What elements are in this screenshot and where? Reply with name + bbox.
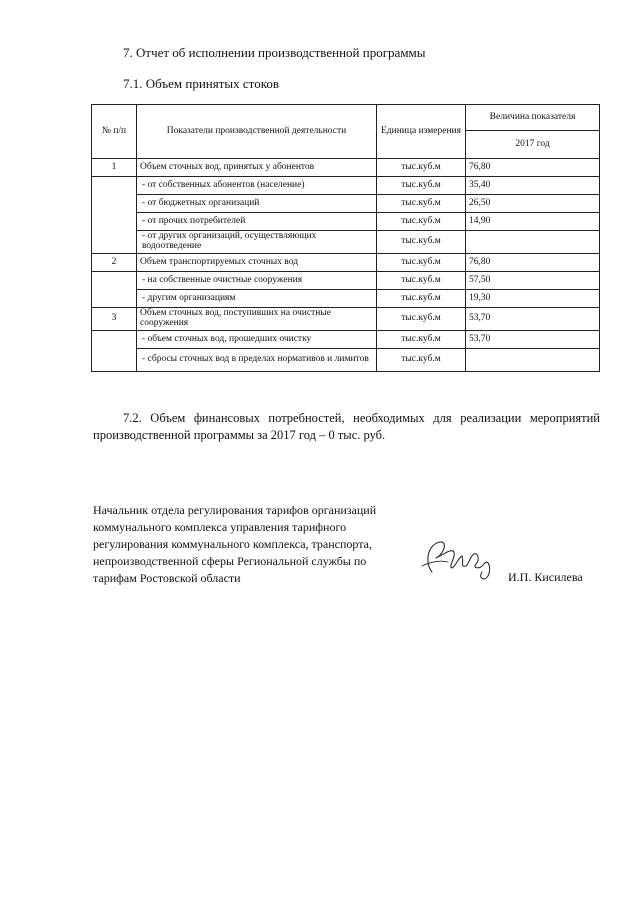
header-value-group: Величина показателя: [466, 105, 600, 131]
cell-unit: тыс.куб.м: [377, 231, 466, 254]
cell-indicator: - от собственных абонентов (население): [137, 177, 377, 195]
cell-value: 57,50: [466, 272, 600, 290]
cell-num: [92, 331, 137, 372]
cell-indicator: - объем сточных вод, прошедших очистку: [137, 331, 377, 349]
table-row: [92, 213, 600, 231]
cell-value: [466, 231, 600, 254]
cell-value: 26,50: [466, 195, 600, 213]
table-row: [92, 308, 600, 331]
table-row: [92, 254, 600, 272]
signatory-name: И.П. Кисилева: [508, 570, 583, 584]
cell-indicator: - другим организациям: [137, 290, 377, 308]
signatory-line: коммунального комплекса управления тарифного: [93, 520, 347, 534]
cell-unit: тыс.куб.м: [377, 213, 466, 231]
cell-unit: тыс.куб.м: [377, 331, 466, 349]
header-year: 2017 год: [466, 131, 600, 159]
cell-value: 19,30: [466, 290, 600, 308]
cell-indicator: - от бюджетных организаций: [137, 195, 377, 213]
table-row: [92, 272, 600, 290]
signatory-title: [93, 502, 413, 587]
table-row: [92, 331, 600, 349]
subsection-title: 7.1. Объем принятых стоков: [123, 76, 279, 91]
table-row: [92, 231, 600, 254]
cell-unit: тыс.куб.м: [377, 159, 466, 177]
cell-indicator: Объем сточных вод, поступивших на очистные сооружения: [137, 308, 377, 331]
cell-num: 2: [92, 254, 137, 272]
cell-value: 53,70: [466, 331, 600, 349]
cell-value: 14,90: [466, 213, 600, 231]
signatory-line: тарифам Ростовской области: [93, 571, 241, 585]
table-row: [92, 177, 600, 195]
cell-indicator: - сбросы сточных вод в пределах нормативов и лимитов: [137, 349, 377, 372]
signatory-line: непроизводственной сферы Региональной службы по: [93, 554, 367, 568]
section-title: 7. Отчет об исполнении производственной программы: [123, 45, 426, 60]
table-row: [92, 290, 600, 308]
cell-indicator: - на собственные очистные сооружения: [137, 272, 377, 290]
cell-indicator: Объем сточных вод, принятых у абонентов: [137, 159, 377, 177]
cell-unit: тыс.куб.м: [377, 272, 466, 290]
cell-value: 76,80: [466, 254, 600, 272]
cell-indicator: Объем транспортируемых сточных вод: [137, 254, 377, 272]
cell-value: 35,40: [466, 177, 600, 195]
cell-unit: тыс.куб.м: [377, 254, 466, 272]
signatory-line: регулирования коммунального комплекса, транспорта,: [93, 537, 372, 551]
table-row: [92, 349, 600, 372]
cell-value: [466, 349, 600, 372]
cell-num: 1: [92, 159, 137, 177]
cell-num: [92, 272, 137, 308]
financial-needs-paragraph: 7.2. Объем финансовых потребностей, необходимых для реализации мероприятий производственной программы за 2017 год – 0 тыс. руб.: [93, 411, 600, 442]
stocks-table: [91, 104, 600, 372]
cell-value: 53,70: [466, 308, 600, 331]
table-row: [92, 195, 600, 213]
cell-indicator: - от прочих потребителей: [137, 213, 377, 231]
header-indicator: Показатели производственной деятельности: [137, 105, 377, 159]
handwritten-signature: [418, 532, 498, 584]
cell-indicator: - от других организаций, осуществляющих водоотведение: [137, 231, 377, 254]
cell-num: 3: [92, 308, 137, 331]
signatory-line: Начальник отдела регулирования тарифов организаций: [93, 503, 377, 517]
cell-unit: тыс.куб.м: [377, 308, 466, 331]
header-unit: Единица измерения: [377, 105, 466, 159]
cell-unit: тыс.куб.м: [377, 349, 466, 372]
table-row: [92, 159, 600, 177]
cell-unit: тыс.куб.м: [377, 195, 466, 213]
cell-unit: тыс.куб.м: [377, 290, 466, 308]
cell-unit: тыс.куб.м: [377, 177, 466, 195]
cell-num: [92, 177, 137, 254]
header-num: № п/п: [92, 105, 137, 159]
cell-value: 76,80: [466, 159, 600, 177]
